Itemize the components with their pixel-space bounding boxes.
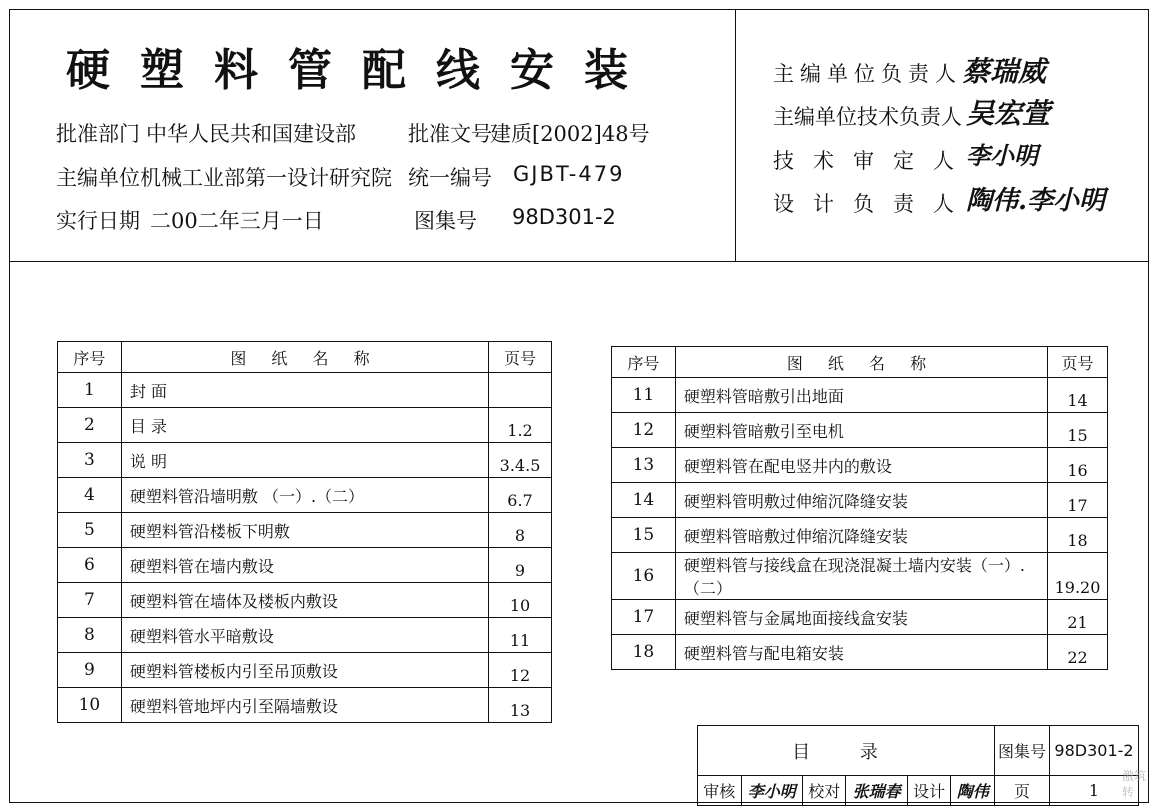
- toc-row: [612, 553, 1108, 600]
- header-page: 页号: [1048, 347, 1108, 378]
- toc-row-title: 硬塑料管与配电箱安装: [675, 635, 1047, 670]
- sig-label-designer: 设计负责人: [773, 192, 973, 216]
- toc-row-title: 目 录: [121, 408, 488, 443]
- approve-doc: 建质[2002]48号: [490, 122, 650, 146]
- toc-row-title: 硬塑料管暗敷过伸缩沉降缝安装: [675, 518, 1047, 553]
- effective-date: 二00二年三月一日: [150, 209, 324, 233]
- toc-row: [612, 518, 1108, 553]
- toc-row-number: 2: [58, 408, 122, 443]
- title-block: [697, 725, 1139, 806]
- approve-doc-label: 批准文号: [408, 122, 492, 146]
- sig-label-editor-head: 主编单位负责人: [773, 62, 962, 86]
- toc-row: [58, 583, 552, 618]
- toc-row-number: 10: [58, 688, 122, 723]
- design-signature: 陶伟: [951, 776, 995, 806]
- effective-label: 实行日期: [56, 209, 140, 233]
- toc-row: [58, 653, 552, 688]
- design-label: 设计: [907, 776, 951, 806]
- toc-row-number: 3: [58, 443, 122, 478]
- page-number: 1: [1050, 776, 1139, 806]
- toc-row-page: 6.7: [489, 478, 552, 513]
- page-label: 页: [995, 776, 1050, 806]
- toc-row-title: 硬塑料管在墙体及楼板内敷设: [121, 583, 488, 618]
- atlas-label: 图集号: [995, 726, 1050, 776]
- header-divider: [9, 261, 1149, 262]
- toc-row: [58, 408, 552, 443]
- toc-row: [612, 378, 1108, 413]
- toc-row-page: 15: [1048, 413, 1108, 448]
- toc-row-number: 13: [612, 448, 676, 483]
- toc-row-page: 22: [1048, 635, 1108, 670]
- editor: 机械工业部第一设计研究院: [140, 166, 392, 190]
- sig-label-reviewer: 技术审定人: [773, 149, 973, 173]
- atlas-value: 98D301-2: [1050, 726, 1139, 776]
- toc-row-page: 10: [489, 583, 552, 618]
- sig-label-tech-head: 主编单位技术负责人: [773, 105, 962, 129]
- toc-header-row: [612, 347, 1108, 378]
- toc-row-page: 19.20: [1048, 553, 1108, 600]
- atlas-no: 98D301-2: [512, 205, 616, 229]
- toc-row: [612, 600, 1108, 635]
- toc-row: [612, 635, 1108, 670]
- toc-row-title: 硬塑料管地坪内引至隔墙敷设: [121, 688, 488, 723]
- toc-row-title: 硬塑料管暗敷引至电机: [675, 413, 1047, 448]
- toc-row-page: 14: [1048, 378, 1108, 413]
- toc-row-number: 11: [612, 378, 676, 413]
- toc-row-number: 7: [58, 583, 122, 618]
- signature-reviewer: 李小明: [966, 141, 1038, 170]
- toc-row-number: 9: [58, 653, 122, 688]
- watermark: 激筑转: [1122, 769, 1147, 799]
- toc-row: [612, 448, 1108, 483]
- toc-row: [612, 483, 1108, 518]
- toc-row-title: 硬塑料管楼板内引至吊顶敷设: [121, 653, 488, 688]
- toc-row-page: 9: [489, 548, 552, 583]
- toc-row: [58, 548, 552, 583]
- toc-row: [58, 618, 552, 653]
- atlas-no-label: 图集号: [414, 209, 477, 233]
- signature-editor-head: 蔡瑞威: [962, 55, 1047, 88]
- toc-row-page: 21: [1048, 600, 1108, 635]
- toc-row-page: 12: [489, 653, 552, 688]
- toc-row-title: 硬塑料管沿楼板下明敷: [121, 513, 488, 548]
- check-label: 校对: [802, 776, 846, 806]
- signature-tech-head: 吴宏萱: [966, 97, 1051, 130]
- toc-header-row: [58, 342, 552, 373]
- toc-row-page: 18: [1048, 518, 1108, 553]
- toc-row: [58, 443, 552, 478]
- toc-row-number: 1: [58, 373, 122, 408]
- toc-row: [612, 413, 1108, 448]
- toc-row-number: 4: [58, 478, 122, 513]
- toc-row-number: 16: [612, 553, 676, 600]
- approve-dept: 中华人民共和国建设部: [146, 122, 356, 146]
- header-name: 图 纸 名 称: [121, 342, 488, 373]
- toc-row-title: 硬塑料管与接线盒在现浇混凝土墙内安装（一）.（二）: [675, 553, 1047, 600]
- toc-row-number: 8: [58, 618, 122, 653]
- toc-row-title: 硬塑料管与金属地面接线盒安装: [675, 600, 1047, 635]
- toc-row-number: 12: [612, 413, 676, 448]
- toc-row-page: 13: [489, 688, 552, 723]
- toc-row-page: 1.2: [489, 408, 552, 443]
- toc-row-title: 硬塑料管水平暗敷设: [121, 618, 488, 653]
- toc-table-left: [57, 341, 552, 723]
- toc-row-page: 8: [489, 513, 552, 548]
- toc-row-number: 17: [612, 600, 676, 635]
- toc-row-title: 说 明: [121, 443, 488, 478]
- toc-table-right: [611, 346, 1108, 670]
- drawing-name: 目 录: [698, 726, 995, 776]
- toc-row-number: 14: [612, 483, 676, 518]
- header-page: 页号: [489, 342, 552, 373]
- header-name: 图 纸 名 称: [675, 347, 1047, 378]
- toc-row-number: 15: [612, 518, 676, 553]
- toc-row: [58, 478, 552, 513]
- toc-row-title: 封 面: [121, 373, 488, 408]
- toc-row-title: 硬塑料管在墙内敷设: [121, 548, 488, 583]
- review-signature: 李小明: [741, 776, 802, 806]
- editor-label: 主编单位: [56, 166, 140, 190]
- uniform-no: GJBT-479: [513, 162, 625, 186]
- toc-row-number: 6: [58, 548, 122, 583]
- toc-row-title: 硬塑料管沿墙明敷 （一）.（二）: [121, 478, 488, 513]
- toc-row-page: 11: [489, 618, 552, 653]
- toc-row-page: 16: [1048, 448, 1108, 483]
- check-signature: 张瑞春: [846, 776, 907, 806]
- page-title: 硬塑料管配线安装: [66, 45, 658, 96]
- review-label: 审核: [698, 776, 742, 806]
- toc-row: [58, 513, 552, 548]
- header-no: 序号: [58, 342, 122, 373]
- toc-row-page: 3.4.5: [489, 443, 552, 478]
- toc-row-title: 硬塑料管在配电竖井内的敷设: [675, 448, 1047, 483]
- toc-row-number: 18: [612, 635, 676, 670]
- toc-row-page: [489, 373, 552, 408]
- toc-row: [58, 688, 552, 723]
- toc-row-number: 5: [58, 513, 122, 548]
- toc-row-page: 17: [1048, 483, 1108, 518]
- signature-designer: 陶伟.李小明: [966, 186, 1106, 216]
- uniform-no-label: 统一编号: [408, 166, 492, 190]
- toc-row: [58, 373, 552, 408]
- toc-row-title: 硬塑料管暗敷引出地面: [675, 378, 1047, 413]
- header-no: 序号: [612, 347, 676, 378]
- approve-dept-label: 批准部门: [56, 122, 140, 146]
- toc-row-title: 硬塑料管明敷过伸缩沉降缝安装: [675, 483, 1047, 518]
- header-vertical-divider: [735, 9, 736, 261]
